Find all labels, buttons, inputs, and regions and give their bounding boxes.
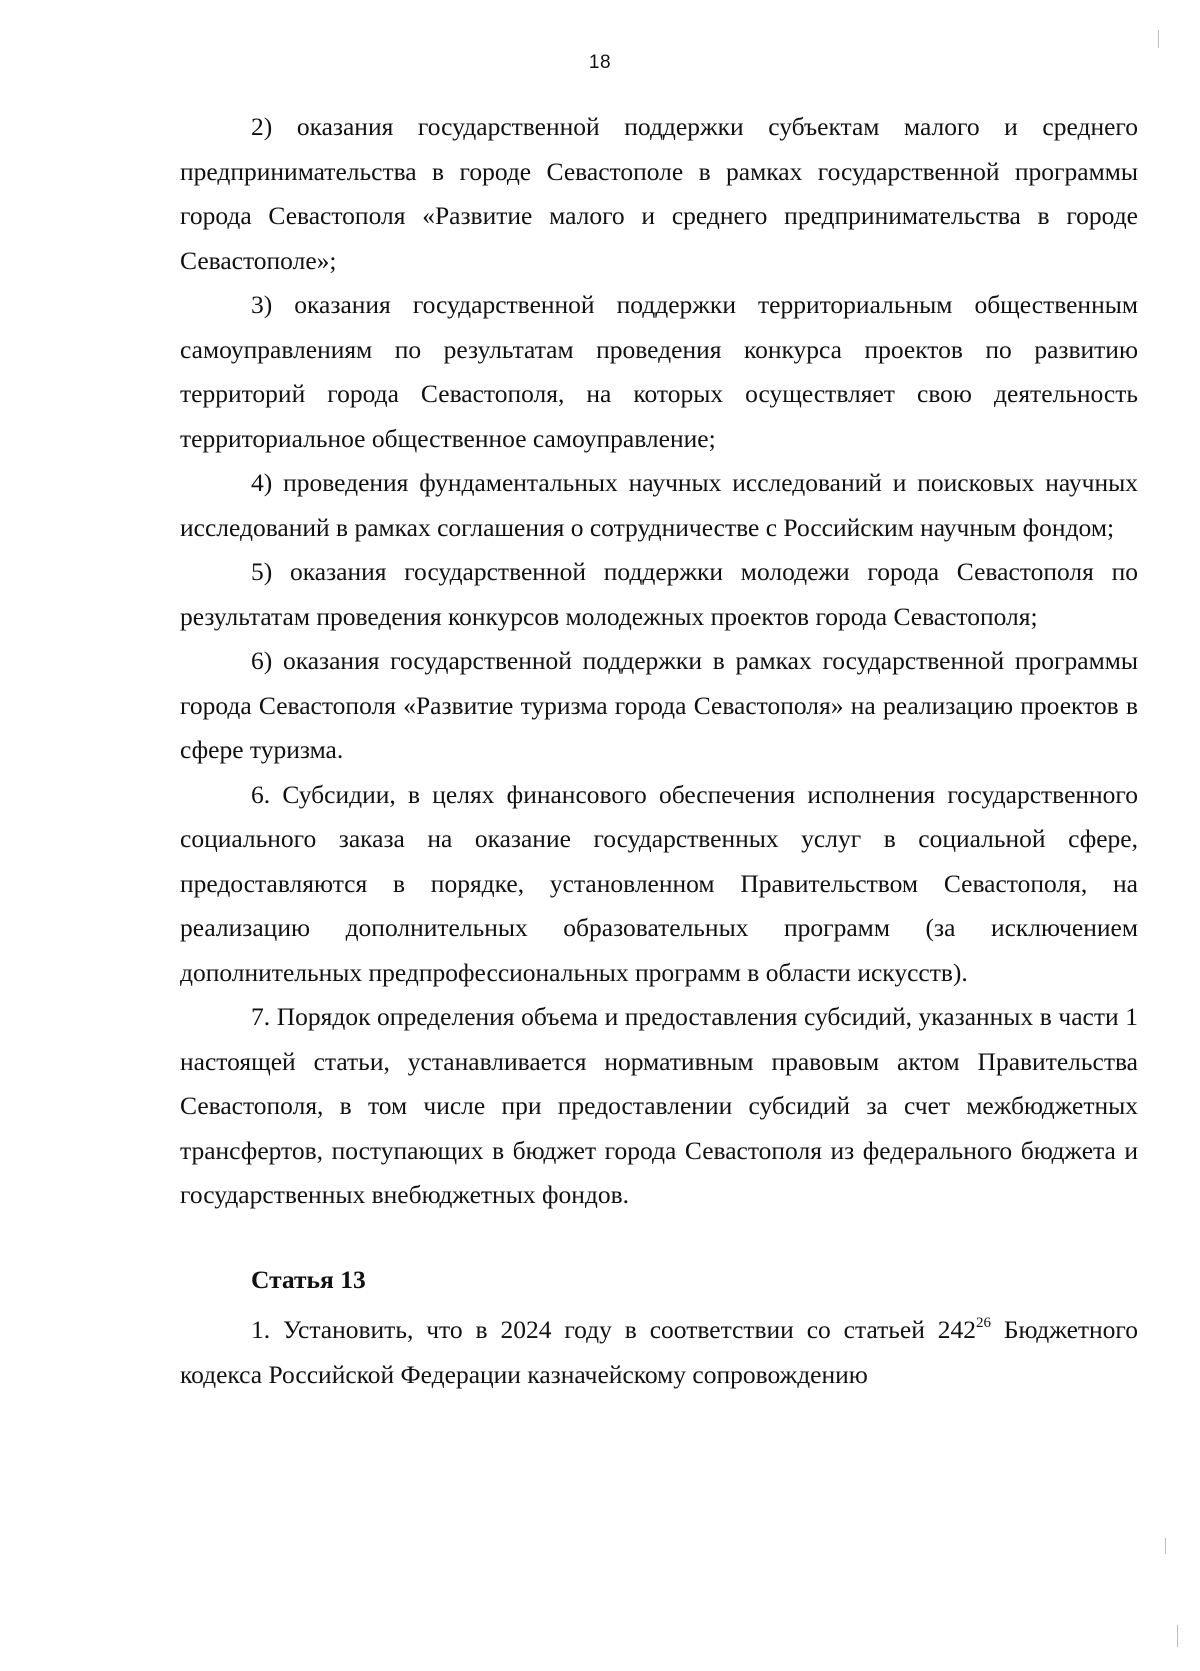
paragraph-item-6: 6) оказания государственной поддержки в рамках государственной программы города Севастополя «Развитие туризма города Севастополя» на реализацию проектов в сфере туризма. (180, 646, 1138, 764)
article-13-text-end: Бюджетного кодекса Российской Федерации казначейскому сопровождению (180, 1315, 1138, 1389)
article-heading: Статья 13 (251, 1264, 366, 1294)
paragraph-part-6: 6. Субсидии, в целях финансового обеспечения исполнения государственного социального заказа на оказание государственных услуг в социальной сфере, предоставляются в порядке, установленном Правительством Севастополя, на реализацию дополнительных образовательных программ (за исключением дополнительных предпрофессиональных программ в области искусств). (180, 779, 1138, 987)
scan-speck (1165, 1538, 1166, 1554)
document-body (180, 105, 1138, 1397)
article-reference-superscript: 26 (976, 1315, 992, 1331)
article-13-text-start: 1. Установить, что в 2024 году в соответствии со статьей 242 (251, 1315, 977, 1344)
paragraph-item-4: 4) проведения фундаментальных научных исследований и поисковых научных исследований в рамках соглашения о сотрудничестве с Российским научным фондом; (180, 468, 1138, 542)
page-number: 18 (588, 52, 612, 73)
paragraph-item-3: 3) оказания государственной поддержки территориальным общественным самоуправлениям по результатам проведения конкурса проектов по развитию территорий города Севастополя, на которых осуществляет свою деятельность территориальное общественное самоуправление; (180, 290, 1138, 453)
paragraph-item-5: 5) оказания государственной поддержки молодежи города Севастополя по результатам проведения конкурсов молодежных проектов города Севастополя; (180, 557, 1138, 631)
paragraph-part-7: 7. Порядок определения объема и предоставления субсидий, указанных в части 1 настоящей статьи, устанавливается нормативным правовым актом Правительства Севастополя, в том числе при предоставлении субсидий за счет межбюджетных трансфертов, поступающих в бюджет города Севастополя из федерального бюджета и государственных внебюджетных фондов. (180, 1002, 1138, 1209)
article-13-paragraph-1 (180, 1308, 1138, 1397)
scan-speck (1177, 1625, 1178, 1647)
scan-speck (1158, 30, 1159, 48)
paragraph-item-2: 2) оказания государственной поддержки субъектам малого и среднего предпринимательства в городе Севастополе в рамках государственной программы города Севастополя «Развитие малого и среднего предпринимательства в городе Севастополе»; (180, 112, 1138, 275)
